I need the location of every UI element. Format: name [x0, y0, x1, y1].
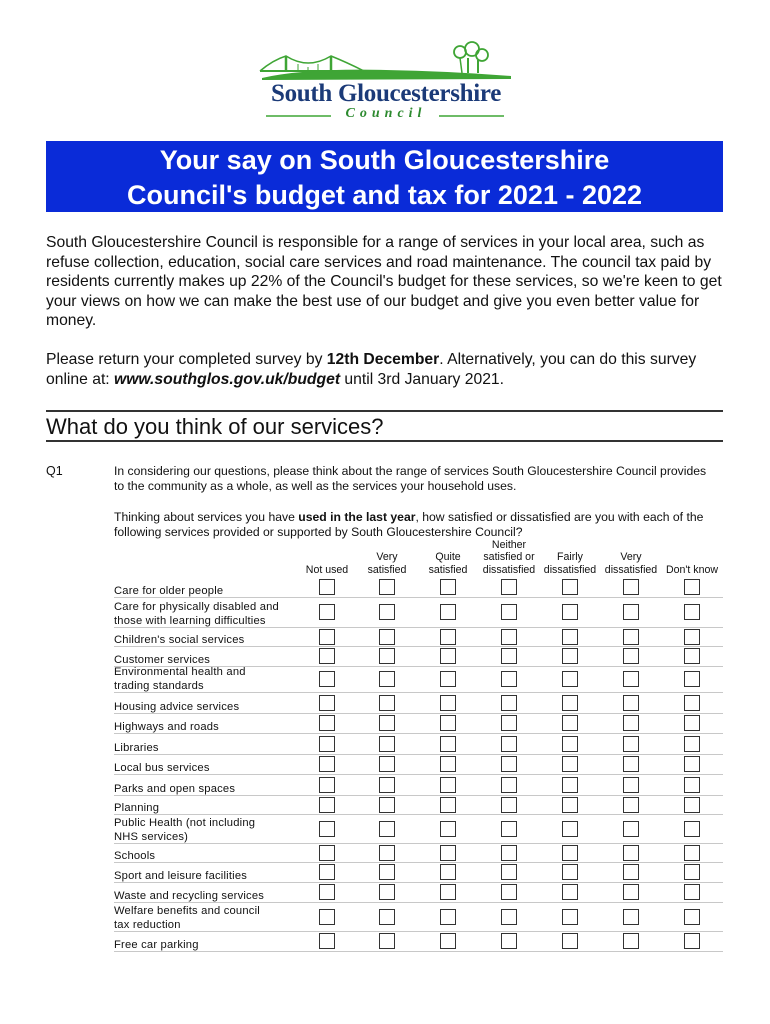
rating-checkbox[interactable]: [623, 604, 639, 620]
rating-checkbox[interactable]: [319, 884, 335, 900]
rating-checkbox[interactable]: [440, 909, 456, 925]
rating-checkbox[interactable]: [440, 604, 456, 620]
rating-checkbox[interactable]: [319, 629, 335, 645]
rating-checkbox[interactable]: [440, 884, 456, 900]
rating-checkbox[interactable]: [440, 821, 456, 837]
row-divider: [114, 862, 723, 863]
question-instruction: [114, 510, 714, 540]
rating-checkbox[interactable]: [501, 777, 517, 793]
service-row-label: [114, 762, 314, 775]
column-header: [653, 564, 731, 577]
rating-checkbox[interactable]: [379, 756, 395, 772]
council-logo: [246, 40, 526, 125]
rating-checkbox[interactable]: [684, 933, 700, 949]
rating-checkbox[interactable]: [379, 884, 395, 900]
service-label-line: trading standards: [114, 679, 204, 692]
rating-checkbox[interactable]: [684, 604, 700, 620]
column-header-line: dissatisfied: [604, 563, 658, 576]
rating-checkbox[interactable]: [319, 864, 335, 880]
section-rule-bottom: [46, 440, 723, 442]
rating-checkbox[interactable]: [379, 797, 395, 813]
rating-checkbox[interactable]: [562, 777, 578, 793]
rating-checkbox[interactable]: [379, 933, 395, 949]
rating-checkbox[interactable]: [319, 777, 335, 793]
rating-checkbox[interactable]: [379, 695, 395, 711]
rating-checkbox[interactable]: [379, 909, 395, 925]
rating-checkbox[interactable]: [623, 797, 639, 813]
rating-checkbox[interactable]: [501, 736, 517, 752]
rating-checkbox[interactable]: [379, 821, 395, 837]
return-text-1: Please return your completed survey by: [46, 351, 327, 368]
rating-checkbox[interactable]: [684, 648, 700, 664]
rating-checkbox[interactable]: [379, 845, 395, 861]
rating-checkbox[interactable]: [684, 884, 700, 900]
rating-checkbox[interactable]: [562, 695, 578, 711]
rating-checkbox[interactable]: [684, 671, 700, 687]
rating-checkbox[interactable]: [623, 821, 639, 837]
service-row-label: [114, 666, 314, 693]
rating-checkbox[interactable]: [319, 933, 335, 949]
rating-checkbox[interactable]: [562, 884, 578, 900]
rating-checkbox[interactable]: [684, 695, 700, 711]
return-text-2: . Alternatively, you can do this survey online at:: [46, 351, 697, 388]
service-row-label: [114, 585, 314, 598]
rating-checkbox[interactable]: [623, 864, 639, 880]
column-header-line: satisfied: [367, 563, 407, 576]
rating-checkbox[interactable]: [501, 648, 517, 664]
rating-checkbox[interactable]: [440, 629, 456, 645]
service-row-label: [114, 601, 314, 628]
rating-checkbox[interactable]: [319, 695, 335, 711]
rating-checkbox[interactable]: [684, 579, 700, 595]
rating-checkbox[interactable]: [440, 648, 456, 664]
rating-checkbox[interactable]: [319, 736, 335, 752]
rating-checkbox[interactable]: [562, 933, 578, 949]
bridge-tree-logo-icon: [246, 40, 526, 82]
rating-checkbox[interactable]: [623, 845, 639, 861]
rating-checkbox[interactable]: [319, 821, 335, 837]
service-row-label: [114, 890, 314, 903]
rating-checkbox[interactable]: [319, 579, 335, 595]
row-divider: [114, 951, 723, 952]
rating-checkbox[interactable]: [319, 648, 335, 664]
rating-checkbox[interactable]: [379, 629, 395, 645]
rating-checkbox[interactable]: [562, 845, 578, 861]
column-header-line: dissatisfied: [543, 563, 597, 576]
rating-checkbox[interactable]: [623, 756, 639, 772]
service-label-line: Waste and recycling services: [114, 889, 265, 902]
rating-checkbox[interactable]: [623, 695, 639, 711]
service-label-line: Public Health (not including: [114, 817, 256, 830]
column-header-line: Don't know: [665, 563, 719, 576]
rating-checkbox[interactable]: [501, 671, 517, 687]
rating-checkbox[interactable]: [501, 756, 517, 772]
rating-checkbox[interactable]: [684, 629, 700, 645]
service-row-label: [114, 701, 314, 714]
intro-paragraph: South Gloucestershire Council is responsible for a range of services in your local area, such as refuse collection, education, social care services and road maintenance. The council tax paid by residents currently makes up 22% of the Council's budget for these services, so we're keen to get your views on how we can make the best use of our budget and give you even better value for money.: [46, 234, 722, 330]
rating-checkbox[interactable]: [319, 909, 335, 925]
rating-checkbox[interactable]: [684, 821, 700, 837]
rating-checkbox[interactable]: [501, 933, 517, 949]
rating-checkbox[interactable]: [501, 864, 517, 880]
rating-checkbox[interactable]: [562, 648, 578, 664]
rating-checkbox[interactable]: [684, 756, 700, 772]
rating-checkbox[interactable]: [440, 671, 456, 687]
rating-checkbox[interactable]: [501, 579, 517, 595]
column-header-line: Quite: [435, 551, 461, 563]
rating-checkbox[interactable]: [562, 579, 578, 595]
service-row-label: [114, 721, 314, 734]
rating-checkbox[interactable]: [562, 671, 578, 687]
column-header-line: satisfied or: [483, 551, 535, 563]
instruction-text-2: , how satisfied or dissatisfied are you with each of the following services provided or supported by South Gloucestershire Council?: [114, 510, 704, 540]
row-divider: [114, 882, 723, 883]
rating-checkbox[interactable]: [684, 736, 700, 752]
rating-checkbox[interactable]: [623, 579, 639, 595]
question-number: Q1: [46, 464, 63, 478]
row-divider: [114, 931, 723, 932]
rating-checkbox[interactable]: [684, 797, 700, 813]
row-divider: [114, 713, 723, 714]
rating-checkbox[interactable]: [501, 884, 517, 900]
rating-checkbox[interactable]: [501, 845, 517, 861]
title-line-2: Council's budget and tax for 2021 - 2022: [126, 180, 643, 210]
rating-checkbox[interactable]: [319, 715, 335, 731]
return-deadline: 12th December: [326, 351, 440, 368]
column-header-line: Not used: [305, 563, 349, 576]
row-divider: [114, 902, 723, 903]
rating-checkbox[interactable]: [501, 695, 517, 711]
rating-checkbox[interactable]: [623, 777, 639, 793]
rating-checkbox[interactable]: [562, 821, 578, 837]
rating-checkbox[interactable]: [623, 715, 639, 731]
service-label-line: Care for physically disabled and: [114, 601, 279, 614]
column-header-line: Very: [376, 551, 398, 563]
service-label-line: Customer services: [114, 653, 211, 666]
row-divider: [114, 843, 723, 844]
service-label-line: Local bus services: [114, 761, 210, 774]
service-label-line: tax reduction: [114, 918, 181, 931]
rating-checkbox[interactable]: [623, 884, 639, 900]
question-intro: In considering our questions, please think about the range of services South Gloucestershire Council provides to the community as a whole, as well as the services your household uses.: [114, 464, 707, 494]
instruction-text-1: Thinking about services you have: [114, 510, 299, 524]
rating-checkbox[interactable]: [684, 777, 700, 793]
rating-checkbox[interactable]: [379, 864, 395, 880]
rating-checkbox[interactable]: [319, 845, 335, 861]
rating-checkbox[interactable]: [623, 909, 639, 925]
service-label-line: those with learning difficulties: [114, 614, 266, 627]
service-label-line: Libraries: [114, 741, 159, 754]
row-divider: [114, 627, 723, 628]
column-header-line: Fairly: [557, 551, 583, 563]
service-row-label: [114, 654, 314, 667]
rating-checkbox[interactable]: [623, 648, 639, 664]
service-row-label: [114, 634, 314, 647]
rating-checkbox[interactable]: [379, 648, 395, 664]
service-label-line: NHS services): [114, 830, 189, 843]
service-label-line: Welfare benefits and council: [114, 905, 260, 918]
rating-checkbox[interactable]: [379, 715, 395, 731]
instruction-bold: used in the last year: [298, 510, 416, 524]
rating-checkbox[interactable]: [501, 909, 517, 925]
row-divider: [114, 754, 723, 755]
service-label-line: Environmental health and: [114, 666, 246, 679]
survey-url-link[interactable]: www.southglos.gov.uk/budget: [114, 370, 341, 388]
survey-title-banner: [46, 141, 723, 212]
rating-checkbox[interactable]: [562, 756, 578, 772]
rating-checkbox[interactable]: [501, 797, 517, 813]
rating-checkbox[interactable]: [319, 604, 335, 620]
logo-council-text: Council: [345, 106, 427, 121]
service-row-label: [114, 850, 314, 863]
rating-checkbox[interactable]: [379, 579, 395, 595]
section-rule-top: [46, 410, 723, 412]
row-divider: [114, 814, 723, 815]
rating-checkbox[interactable]: [562, 629, 578, 645]
rating-checkbox[interactable]: [440, 864, 456, 880]
service-row-label: [114, 817, 314, 844]
service-label-line: Sport and leisure facilities: [114, 869, 248, 882]
service-row-label: [114, 783, 314, 796]
rating-checkbox[interactable]: [501, 629, 517, 645]
return-note: [46, 350, 726, 389]
rating-checkbox[interactable]: [501, 604, 517, 620]
service-label-line: Highways and roads: [114, 720, 219, 733]
rating-checkbox[interactable]: [379, 604, 395, 620]
service-row-label: [114, 870, 314, 883]
service-row-label: [114, 939, 314, 952]
row-divider: [114, 646, 723, 647]
service-label-line: Parks and open spaces: [114, 782, 236, 795]
rating-checkbox[interactable]: [623, 933, 639, 949]
rating-checkbox[interactable]: [684, 864, 700, 880]
row-divider: [114, 597, 723, 598]
service-label-line: Planning: [114, 801, 160, 814]
row-divider: [114, 692, 723, 693]
rating-checkbox[interactable]: [562, 864, 578, 880]
rating-checkbox[interactable]: [319, 797, 335, 813]
column-header-line: Very: [620, 551, 642, 563]
rating-checkbox[interactable]: [684, 909, 700, 925]
rating-checkbox[interactable]: [440, 845, 456, 861]
rating-checkbox[interactable]: [562, 604, 578, 620]
row-divider: [114, 795, 723, 796]
rating-checkbox[interactable]: [379, 671, 395, 687]
title-line-1: Your say on South Gloucestershire: [159, 145, 610, 175]
rating-checkbox[interactable]: [319, 671, 335, 687]
rating-checkbox[interactable]: [440, 777, 456, 793]
rating-checkbox[interactable]: [440, 695, 456, 711]
rating-checkbox[interactable]: [501, 715, 517, 731]
rating-checkbox[interactable]: [623, 629, 639, 645]
rating-checkbox[interactable]: [562, 736, 578, 752]
column-header-line: Neither: [491, 538, 527, 551]
service-label-line: Housing advice services: [114, 700, 240, 713]
rating-checkbox[interactable]: [623, 736, 639, 752]
row-divider: [114, 733, 723, 734]
rating-checkbox[interactable]: [440, 756, 456, 772]
rating-checkbox[interactable]: [562, 797, 578, 813]
section-title: What do you think of our services?: [46, 414, 384, 439]
row-divider: [114, 774, 723, 775]
service-row-label: [114, 905, 314, 932]
service-label-line: Free car parking: [114, 938, 199, 951]
column-header-line: dissatisfied: [482, 563, 536, 576]
rating-checkbox[interactable]: [440, 715, 456, 731]
service-label-line: Care for older people: [114, 584, 224, 597]
logo-wordmark: South Gloucestershire: [270, 80, 502, 107]
rating-checkbox[interactable]: [440, 797, 456, 813]
rating-checkbox[interactable]: [440, 736, 456, 752]
column-header-line: satisfied: [428, 563, 468, 576]
service-label-line: Schools: [114, 849, 156, 862]
rating-checkbox[interactable]: [379, 736, 395, 752]
rating-checkbox[interactable]: [440, 933, 456, 949]
rating-checkbox[interactable]: [440, 579, 456, 595]
service-row-label: [114, 742, 314, 755]
rating-checkbox[interactable]: [319, 756, 335, 772]
rating-checkbox[interactable]: [684, 845, 700, 861]
rating-checkbox[interactable]: [562, 715, 578, 731]
service-label-line: Children's social services: [114, 633, 245, 646]
rating-checkbox[interactable]: [501, 821, 517, 837]
rating-checkbox[interactable]: [562, 909, 578, 925]
rating-checkbox[interactable]: [379, 777, 395, 793]
return-text-3: until 3rd January 2021.: [340, 370, 504, 388]
rating-checkbox[interactable]: [684, 715, 700, 731]
rating-checkbox[interactable]: [623, 671, 639, 687]
service-row-label: [114, 802, 314, 815]
